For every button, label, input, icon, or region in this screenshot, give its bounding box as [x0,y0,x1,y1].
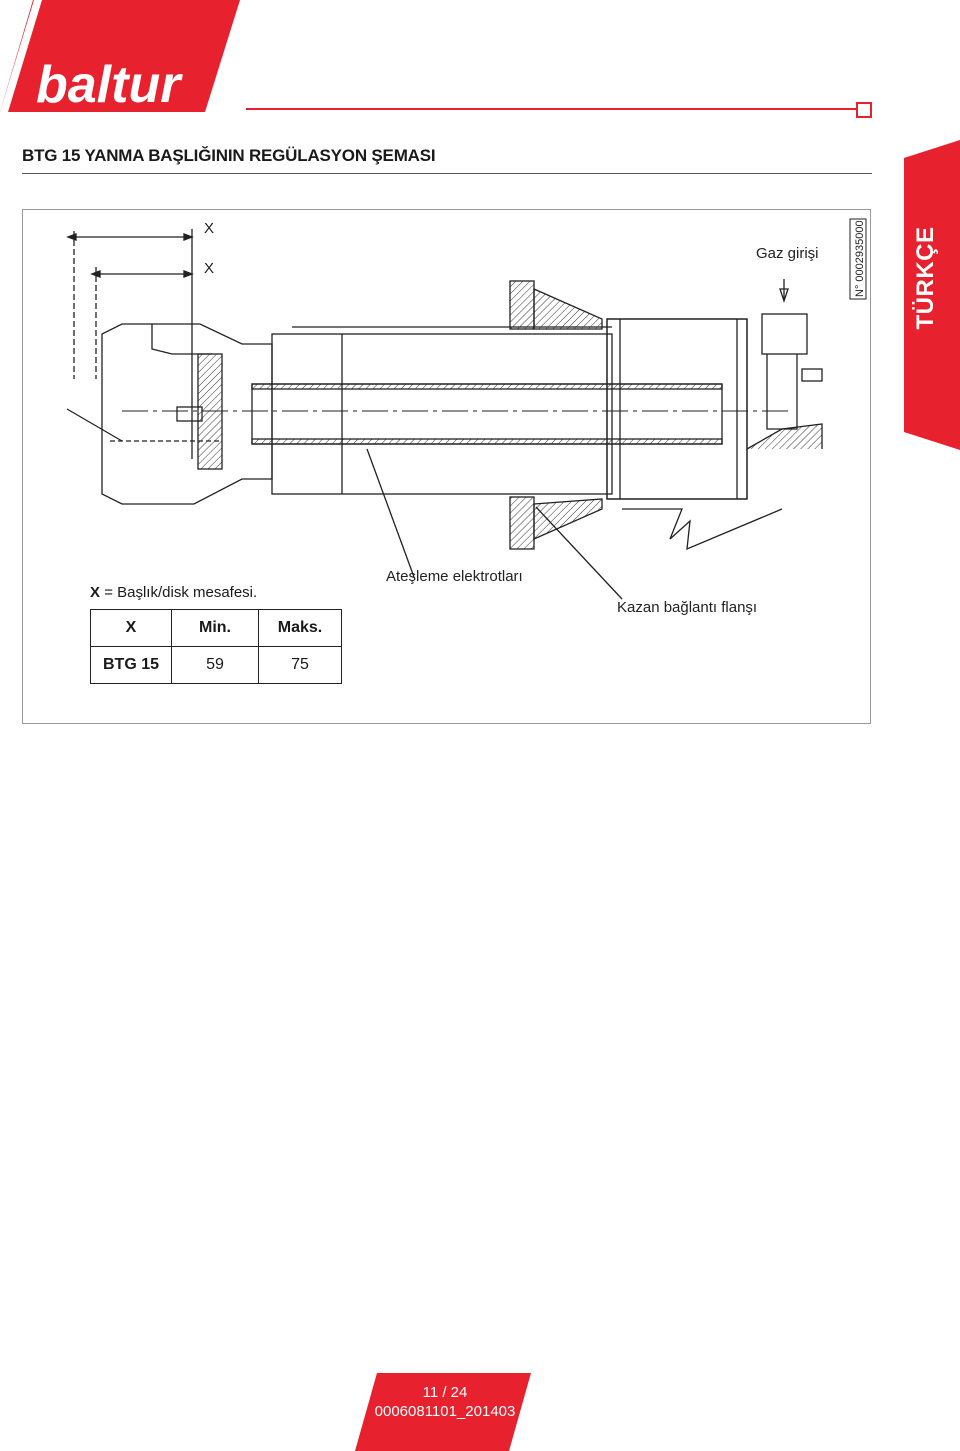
electrodes-leader-line [367,449,414,577]
table-header-cell: Maks. [259,610,342,647]
header-rule [246,108,858,110]
boiler-flange-top [510,281,534,329]
language-tab-label: TÜRKÇE [912,226,939,330]
legend [90,584,257,601]
legend-description: Başlık/disk mesafesi. [117,584,258,601]
table-cell-model: BTG 15 [91,647,172,684]
dimension-label-x-lower: X [204,260,215,277]
document-code: 0006081101_201403 [374,1403,516,1420]
table-header-row [91,610,342,647]
flange-leader-line [536,507,622,599]
burner-body [607,319,747,499]
boiler-flange-bottom [510,497,534,549]
legend-symbol: X [90,584,101,601]
logo-text: baltur [36,56,181,114]
blast-tube [272,334,612,494]
table-header-cell: X [91,610,172,647]
table-cell-min: 59 [172,647,259,684]
brand-logo [0,0,250,120]
page-title: BTG 15 YANMA BAŞLIĞININ REGÜLASYON ŞEMASI [22,146,436,165]
drawing-number: N° 0002935000 [854,220,866,297]
legend-equals: = [104,584,113,601]
page-number: 11 / 24 [422,1384,468,1401]
adjustment-table [90,609,342,684]
combustion-head-nozzle [102,324,272,504]
electrodes-label: Ateşleme elektrotları [386,568,523,585]
gas-inlet-pipe [762,314,807,354]
dimension-label-x-upper: X [204,220,215,237]
title-divider [22,173,872,174]
flange-label: Kazan bağlantı flanşı [617,599,758,616]
table-row [91,647,342,684]
table-cell-max: 75 [259,647,342,684]
gas-inlet-label: Gaz girişi [756,245,819,262]
table-header-cell: Min. [172,610,259,647]
gas-tube [252,384,722,444]
header-square-marker [856,102,872,118]
